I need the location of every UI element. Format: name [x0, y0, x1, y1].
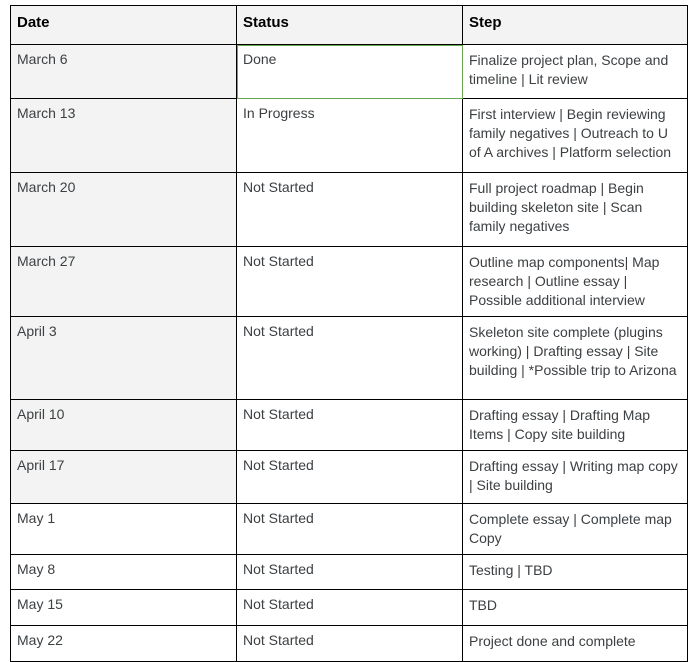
date-cell: May 22 [11, 626, 237, 662]
date-cell: March 27 [11, 247, 237, 317]
step-cell: Drafting essay | Drafting Map Items | Copy site building [463, 400, 688, 451]
step-cell: Outline map components| Map research | Outline essay | Possible additional interview [463, 247, 688, 317]
date-cell: April 10 [11, 400, 237, 451]
date-cell: March 13 [11, 99, 237, 173]
status-cell: Not Started [237, 590, 463, 626]
table-row [11, 626, 688, 662]
status-cell: Not Started [237, 504, 463, 555]
date-cell: May 1 [11, 504, 237, 555]
table-row [11, 173, 688, 247]
table-row [11, 317, 688, 400]
status-cell: In Progress [237, 99, 463, 173]
header-step: Step [463, 6, 688, 45]
header-row [11, 6, 688, 45]
table-row [11, 99, 688, 173]
status-cell: Not Started [237, 247, 463, 317]
step-cell: Complete essay | Complete map Copy [463, 504, 688, 555]
step-cell: Finalize project plan, Scope and timeline | Lit review [463, 45, 688, 99]
step-cell: Drafting essay | Writing map copy | Site building [463, 451, 688, 504]
date-cell: April 3 [11, 317, 237, 400]
step-cell: TBD [463, 590, 688, 626]
table-row [11, 247, 688, 317]
status-cell: Done [237, 45, 463, 99]
table-row [11, 400, 688, 451]
table-row [11, 45, 688, 99]
status-cell: Not Started [237, 317, 463, 400]
date-cell: May 8 [11, 555, 237, 590]
header-date: Date [11, 6, 237, 45]
step-cell: First interview | Begin reviewing family negatives | Outreach to U of A archives | Platform selection [463, 99, 688, 173]
header-status: Status [237, 6, 463, 45]
table-row [11, 555, 688, 590]
status-cell: Not Started [237, 451, 463, 504]
schedule-table [10, 5, 688, 662]
table-row [11, 451, 688, 504]
step-cell: Full project roadmap | Begin building skeleton site | Scan family negatives [463, 173, 688, 247]
date-cell: March 6 [11, 45, 237, 99]
date-cell: April 17 [11, 451, 237, 504]
step-cell: Testing | TBD [463, 555, 688, 590]
step-cell: Skeleton site complete (plugins working) | Drafting essay | Site building | *Possible trip to Arizona [463, 317, 688, 400]
status-cell: Not Started [237, 555, 463, 590]
table-row [11, 504, 688, 555]
date-cell: May 15 [11, 590, 237, 626]
status-cell: Not Started [237, 173, 463, 247]
status-cell: Not Started [237, 400, 463, 451]
date-cell: March 20 [11, 173, 237, 247]
status-cell: Not Started [237, 626, 463, 662]
step-cell: Project done and complete [463, 626, 688, 662]
table-row [11, 590, 688, 626]
